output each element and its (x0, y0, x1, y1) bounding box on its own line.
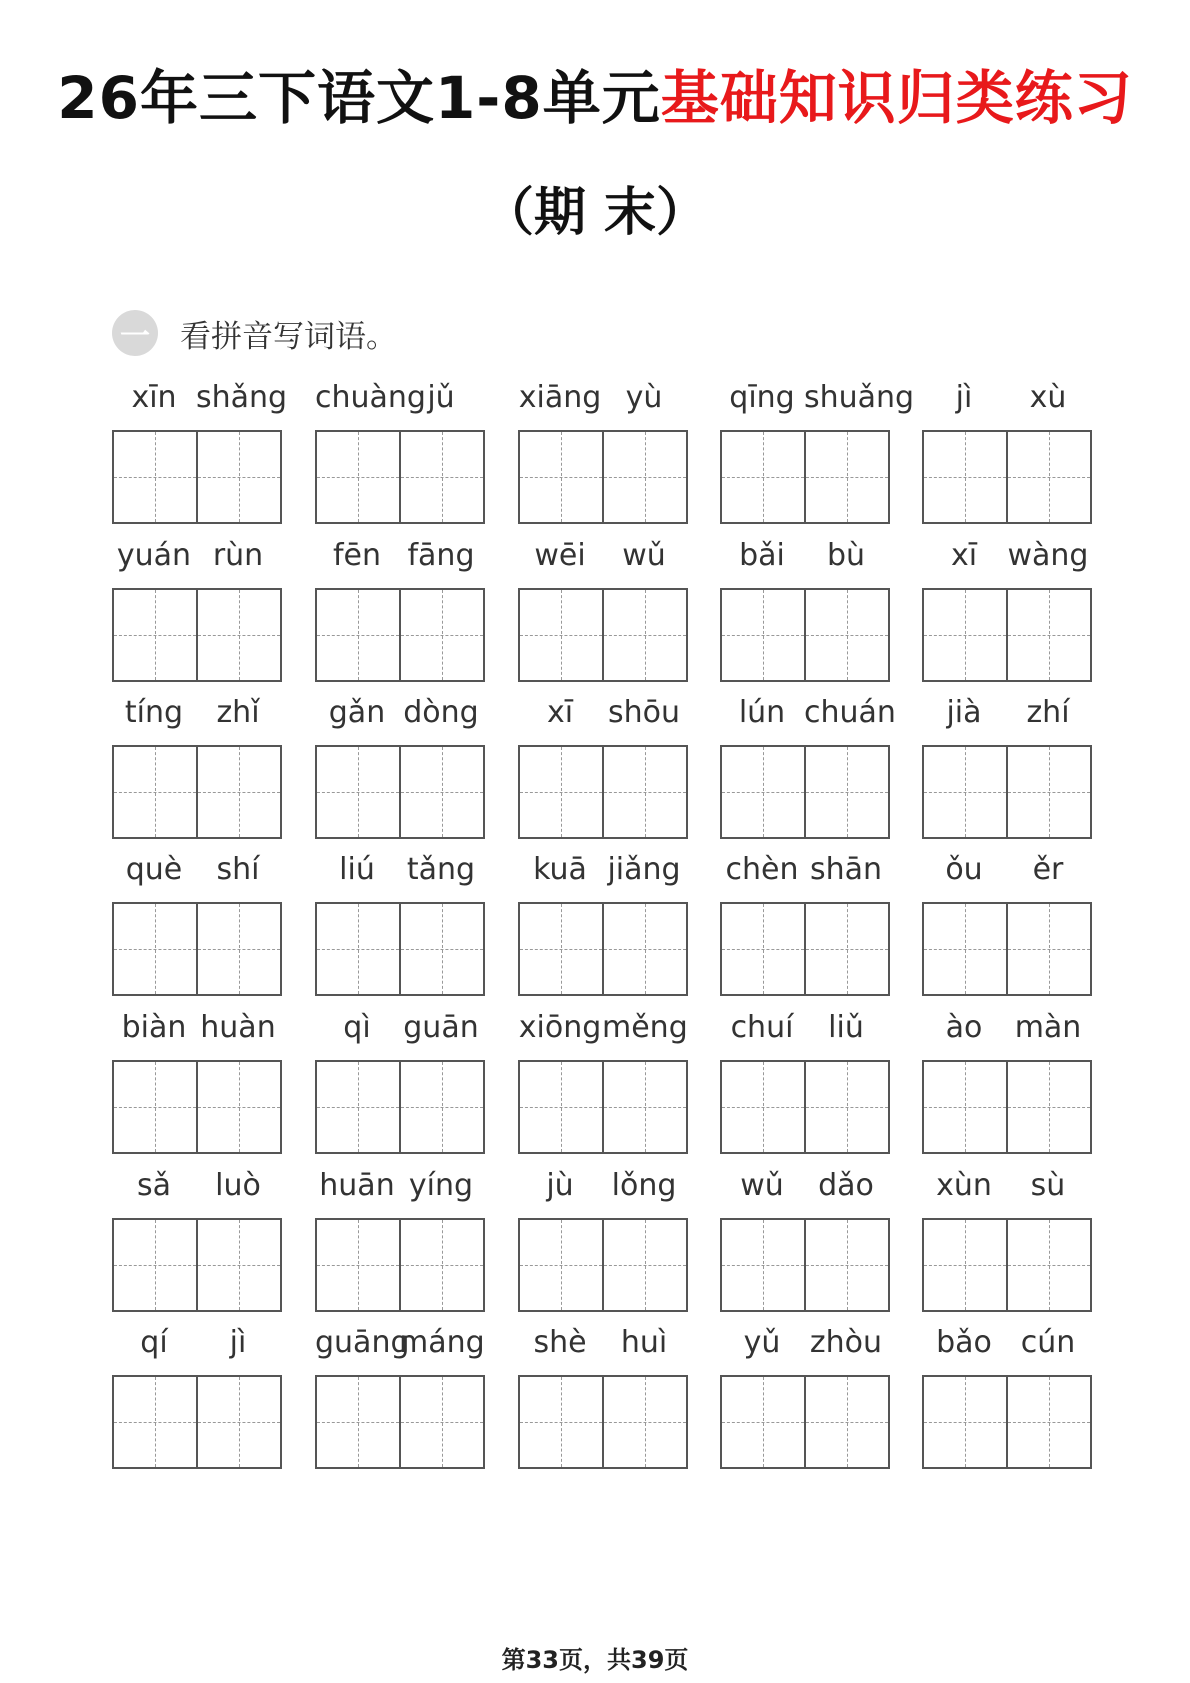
pinyin-syllable: bǎo (936, 1325, 992, 1360)
pinyin-syllable: shí (216, 852, 260, 887)
writing-boxes (112, 1218, 282, 1312)
pinyin-syllable: xù (1029, 380, 1067, 415)
writing-boxes (315, 1218, 485, 1312)
pinyin-label (315, 378, 485, 418)
pinyin-syllable: shè (533, 1325, 587, 1360)
word-item (922, 1166, 1092, 1316)
writing-boxes (720, 588, 890, 682)
pinyin-syllable: xī (546, 695, 574, 730)
writing-boxes (315, 430, 485, 524)
pinyin-syllable: xīn (131, 380, 177, 415)
pinyin-label (315, 1008, 485, 1048)
pinyin-syllable: cún (1020, 1325, 1076, 1360)
pinyin-syllable: jì (229, 1325, 247, 1360)
tian-zi-ge-box[interactable] (399, 1220, 483, 1310)
pinyin-label (720, 1323, 890, 1363)
pinyin-syllable: kuā (533, 852, 587, 887)
pinyin-syllable: jù (546, 1168, 574, 1203)
writing-boxes (720, 1218, 890, 1312)
tian-zi-ge-box[interactable] (196, 432, 280, 522)
tian-zi-ge-box[interactable] (114, 432, 196, 522)
word-item (315, 1323, 485, 1473)
writing-boxes (112, 1060, 282, 1154)
writing-boxes (112, 902, 282, 996)
pinyin-label (112, 1166, 282, 1206)
tian-zi-ge-box[interactable] (602, 1062, 686, 1152)
pinyin-label (922, 693, 1092, 733)
word-item (518, 1008, 688, 1158)
pinyin-syllable: yù (625, 380, 663, 415)
word-item (720, 378, 915, 528)
pinyin-syllable: bù (826, 538, 866, 573)
tian-zi-ge-box[interactable] (924, 590, 1006, 680)
word-item (112, 850, 282, 1000)
pinyin-syllable: jì (955, 380, 973, 415)
tian-zi-ge-box[interactable] (196, 590, 280, 680)
word-item (112, 1323, 282, 1473)
tian-zi-ge-box[interactable] (722, 432, 804, 522)
pinyin-label (112, 378, 288, 418)
tian-zi-ge-box[interactable] (1006, 432, 1090, 522)
tian-zi-ge-box[interactable] (804, 1220, 888, 1310)
tian-zi-ge-box[interactable] (317, 1377, 399, 1467)
pinyin-label (315, 693, 485, 733)
pinyin-syllable: huān (319, 1168, 395, 1203)
tian-zi-ge-box[interactable] (114, 904, 196, 994)
pinyin-syllable: qí (140, 1325, 168, 1360)
pinyin-label (518, 378, 688, 418)
pinyin-syllable: tíng (124, 695, 184, 730)
pinyin-label (518, 1323, 688, 1363)
pinyin-label (922, 850, 1092, 890)
writing-boxes (720, 745, 890, 839)
word-item (518, 1323, 688, 1473)
pinyin-label (518, 1166, 688, 1206)
pinyin-syllable: wǔ (740, 1168, 784, 1203)
writing-boxes (922, 745, 1092, 839)
writing-boxes (518, 1060, 688, 1154)
pinyin-label (315, 1323, 485, 1363)
writing-boxes (922, 902, 1092, 996)
pinyin-syllable: gǎn (328, 695, 386, 730)
word-item (112, 536, 282, 686)
tian-zi-ge-box[interactable] (520, 904, 602, 994)
tian-zi-ge-box[interactable] (924, 432, 1006, 522)
pinyin-label (922, 1323, 1092, 1363)
writing-boxes (518, 430, 688, 524)
word-item (518, 536, 688, 686)
tian-zi-ge-box[interactable] (399, 1062, 483, 1152)
pinyin-label (112, 850, 282, 890)
pinyin-label (922, 1008, 1092, 1048)
pinyin-syllable: zhǐ (216, 695, 260, 730)
tian-zi-ge-box[interactable] (924, 1377, 1006, 1467)
tian-zi-ge-box[interactable] (722, 904, 804, 994)
writing-boxes (922, 430, 1092, 524)
pinyin-label (112, 1323, 282, 1363)
tian-zi-ge-box[interactable] (399, 590, 483, 680)
tian-zi-ge-box[interactable] (924, 904, 1006, 994)
pinyin-syllable: fāng (407, 538, 475, 573)
tian-zi-ge-box[interactable] (1006, 590, 1090, 680)
pinyin-label (518, 693, 688, 733)
writing-boxes (922, 1218, 1092, 1312)
word-item (518, 850, 688, 1000)
tian-zi-ge-box[interactable] (196, 904, 280, 994)
word-item (315, 850, 485, 1000)
writing-boxes (112, 430, 282, 524)
tian-zi-ge-box[interactable] (924, 747, 1006, 837)
pinyin-syllable: xùn (936, 1168, 992, 1203)
word-item (922, 1008, 1092, 1158)
tian-zi-ge-box[interactable] (722, 1377, 804, 1467)
pinyin-syllable: ǒu (945, 852, 983, 887)
pinyin-label (720, 378, 915, 418)
pinyin-label (922, 378, 1092, 418)
pinyin-syllable: yuán (116, 538, 192, 573)
pinyin-label (518, 850, 688, 890)
title-black-part: 26年三下语文1-8单元 (57, 64, 661, 132)
pinyin-syllable: jǔ (427, 380, 455, 415)
pinyin-syllable: què (125, 852, 183, 887)
writing-boxes (315, 745, 485, 839)
tian-zi-ge-box[interactable] (114, 590, 196, 680)
tian-zi-ge-box[interactable] (317, 904, 399, 994)
pinyin-syllable: ào (945, 1010, 983, 1045)
tian-zi-ge-box[interactable] (722, 1062, 804, 1152)
tian-zi-ge-box[interactable] (520, 1220, 602, 1310)
tian-zi-ge-box[interactable] (1006, 1220, 1090, 1310)
word-item (518, 1166, 688, 1316)
word-item (922, 378, 1092, 528)
writing-boxes (112, 588, 282, 682)
pinyin-syllable: guān (403, 1010, 479, 1045)
pinyin-label (112, 536, 282, 576)
tian-zi-ge-box[interactable] (196, 747, 280, 837)
writing-boxes (922, 588, 1092, 682)
writing-boxes (518, 1375, 688, 1469)
tian-zi-ge-box[interactable] (399, 904, 483, 994)
word-item (720, 850, 890, 1000)
word-item (720, 1008, 890, 1158)
tian-zi-ge-box[interactable] (924, 1220, 1006, 1310)
writing-boxes (922, 1375, 1092, 1469)
tian-zi-ge-box[interactable] (804, 1377, 888, 1467)
pinyin-syllable: yíng (408, 1168, 474, 1203)
pinyin-label (112, 693, 282, 733)
pinyin-syllable: shǎng (196, 380, 288, 415)
tian-zi-ge-box[interactable] (196, 1062, 280, 1152)
pinyin-syllable: shōu (607, 695, 680, 730)
tian-zi-ge-box[interactable] (602, 1220, 686, 1310)
section-instruction: 看拼音写词语。 (180, 318, 397, 355)
writing-boxes (112, 1375, 282, 1469)
word-item (112, 378, 288, 528)
pinyin-syllable: jiǎng (607, 852, 681, 887)
tian-zi-ge-box[interactable] (520, 590, 602, 680)
pinyin-label (720, 536, 890, 576)
word-item (922, 850, 1092, 1000)
tian-zi-ge-box[interactable] (602, 904, 686, 994)
writing-boxes (518, 745, 688, 839)
tian-zi-ge-box[interactable] (317, 432, 399, 522)
pinyin-syllable: huàn (200, 1010, 276, 1045)
tian-zi-ge-box[interactable] (317, 1220, 399, 1310)
tian-zi-ge-box[interactable] (602, 747, 686, 837)
pinyin-syllable: fēn (332, 538, 382, 573)
pinyin-syllable: sù (1030, 1168, 1066, 1203)
word-item (922, 536, 1092, 686)
tian-zi-ge-box[interactable] (114, 1062, 196, 1152)
tian-zi-ge-box[interactable] (1006, 1062, 1090, 1152)
pinyin-syllable: wǔ (622, 538, 666, 573)
word-item (315, 1008, 485, 1158)
writing-boxes (720, 430, 890, 524)
tian-zi-ge-box[interactable] (924, 1062, 1006, 1152)
word-item (720, 536, 890, 686)
pinyin-syllable: luò (215, 1168, 261, 1203)
tian-zi-ge-box[interactable] (114, 1377, 196, 1467)
tian-zi-ge-box[interactable] (399, 747, 483, 837)
pinyin-syllable: yǔ (743, 1325, 781, 1360)
pinyin-syllable: màn (1014, 1010, 1082, 1045)
pinyin-syllable: liǔ (828, 1010, 864, 1045)
pinyin-syllable: sǎ (136, 1168, 171, 1203)
tian-zi-ge-box[interactable] (196, 1377, 280, 1467)
tian-zi-ge-box[interactable] (520, 1377, 602, 1467)
writing-boxes (112, 745, 282, 839)
title-red-part: 基础知识归类练习 (660, 64, 1133, 132)
tian-zi-ge-box[interactable] (602, 590, 686, 680)
word-item (720, 1323, 890, 1473)
pinyin-syllable: xī (950, 538, 978, 573)
word-item (518, 693, 688, 843)
tian-zi-ge-box[interactable] (804, 590, 888, 680)
tian-zi-ge-box[interactable] (399, 1377, 483, 1467)
pinyin-syllable: wēi (534, 538, 586, 573)
tian-zi-ge-box[interactable] (317, 1062, 399, 1152)
tian-zi-ge-box[interactable] (722, 590, 804, 680)
tian-zi-ge-box[interactable] (196, 1220, 280, 1310)
tian-zi-ge-box[interactable] (1006, 747, 1090, 837)
pinyin-syllable: dǎo (818, 1168, 874, 1203)
tian-zi-ge-box[interactable] (317, 747, 399, 837)
pinyin-syllable: qīng (729, 380, 795, 415)
pinyin-syllable: lún (738, 695, 786, 730)
pinyin-syllable: ěr (1032, 852, 1064, 887)
pinyin-label (720, 693, 896, 733)
tian-zi-ge-box[interactable] (520, 747, 602, 837)
tian-zi-ge-box[interactable] (1006, 904, 1090, 994)
pinyin-syllable: shān (809, 852, 883, 887)
word-item (720, 1166, 890, 1316)
writing-boxes (720, 902, 890, 996)
word-item (922, 1323, 1092, 1473)
tian-zi-ge-box[interactable] (804, 432, 888, 522)
pinyin-syllable: měng (602, 1010, 688, 1045)
writing-boxes (315, 902, 485, 996)
tian-zi-ge-box[interactable] (520, 432, 602, 522)
tian-zi-ge-box[interactable] (1006, 1377, 1090, 1467)
tian-zi-ge-box[interactable] (114, 1220, 196, 1310)
word-item (112, 1008, 282, 1158)
writing-boxes (922, 1060, 1092, 1154)
pinyin-label (315, 850, 485, 890)
writing-boxes (315, 1060, 485, 1154)
pinyin-syllable: chuàng (315, 380, 426, 415)
pinyin-label (518, 536, 688, 576)
word-item (315, 378, 485, 528)
pinyin-label (720, 850, 890, 890)
word-item (922, 693, 1092, 843)
pinyin-syllable: zhòu (809, 1325, 883, 1360)
page-number: 第33页，共39页 (501, 1646, 689, 1674)
writing-boxes (720, 1375, 890, 1469)
pinyin-syllable: xiāng (518, 380, 602, 415)
pinyin-syllable: bǎi (739, 538, 785, 573)
pinyin-syllable: chèn (725, 852, 799, 887)
page-subtitle: （期 末） (481, 183, 709, 243)
tian-zi-ge-box[interactable] (804, 1062, 888, 1152)
tian-zi-ge-box[interactable] (520, 1062, 602, 1152)
tian-zi-ge-box[interactable] (399, 432, 483, 522)
writing-boxes (315, 1375, 485, 1469)
pinyin-label (922, 1166, 1092, 1206)
pinyin-syllable: máng (399, 1325, 485, 1360)
pinyin-syllable: chuán (804, 695, 896, 730)
pinyin-syllable: rùn (212, 538, 264, 573)
word-item (315, 536, 485, 686)
tian-zi-ge-box[interactable] (114, 747, 196, 837)
tian-zi-ge-box[interactable] (602, 1377, 686, 1467)
section-number-badge: 一 (112, 310, 158, 356)
tian-zi-ge-box[interactable] (804, 904, 888, 994)
pinyin-label (518, 1008, 688, 1048)
pinyin-syllable: biàn (121, 1010, 187, 1045)
pinyin-syllable: huì (620, 1325, 668, 1360)
pinyin-syllable: guāng (315, 1325, 410, 1360)
writing-boxes (315, 588, 485, 682)
word-item (112, 693, 282, 843)
pinyin-syllable: qì (343, 1010, 371, 1045)
pinyin-label (922, 536, 1092, 576)
pinyin-syllable: dòng (403, 695, 479, 730)
pinyin-syllable: zhí (1026, 695, 1070, 730)
pinyin-label (315, 1166, 485, 1206)
pinyin-syllable: wàng (1007, 538, 1089, 573)
word-item (720, 693, 896, 843)
pinyin-syllable: lǒng (611, 1168, 677, 1203)
tian-zi-ge-box[interactable] (317, 590, 399, 680)
writing-boxes (518, 902, 688, 996)
tian-zi-ge-box[interactable] (602, 432, 686, 522)
pinyin-label (720, 1008, 890, 1048)
writing-boxes (518, 1218, 688, 1312)
word-item (518, 378, 688, 528)
pinyin-label (112, 1008, 282, 1048)
pinyin-syllable: shuǎng (804, 380, 915, 415)
word-item (315, 1166, 485, 1316)
pinyin-syllable: liú (339, 852, 375, 887)
tian-zi-ge-box[interactable] (722, 747, 804, 837)
writing-boxes (518, 588, 688, 682)
word-item (112, 1166, 282, 1316)
pinyin-syllable: chuí (730, 1010, 794, 1045)
tian-zi-ge-box[interactable] (804, 747, 888, 837)
tian-zi-ge-box[interactable] (722, 1220, 804, 1310)
pinyin-syllable: tǎng (406, 852, 476, 887)
writing-boxes (720, 1060, 890, 1154)
pinyin-label (720, 1166, 890, 1206)
pinyin-label (315, 536, 485, 576)
word-item (315, 693, 485, 843)
pinyin-syllable: xiōng (518, 1010, 602, 1045)
pinyin-syllable: jià (946, 695, 982, 730)
